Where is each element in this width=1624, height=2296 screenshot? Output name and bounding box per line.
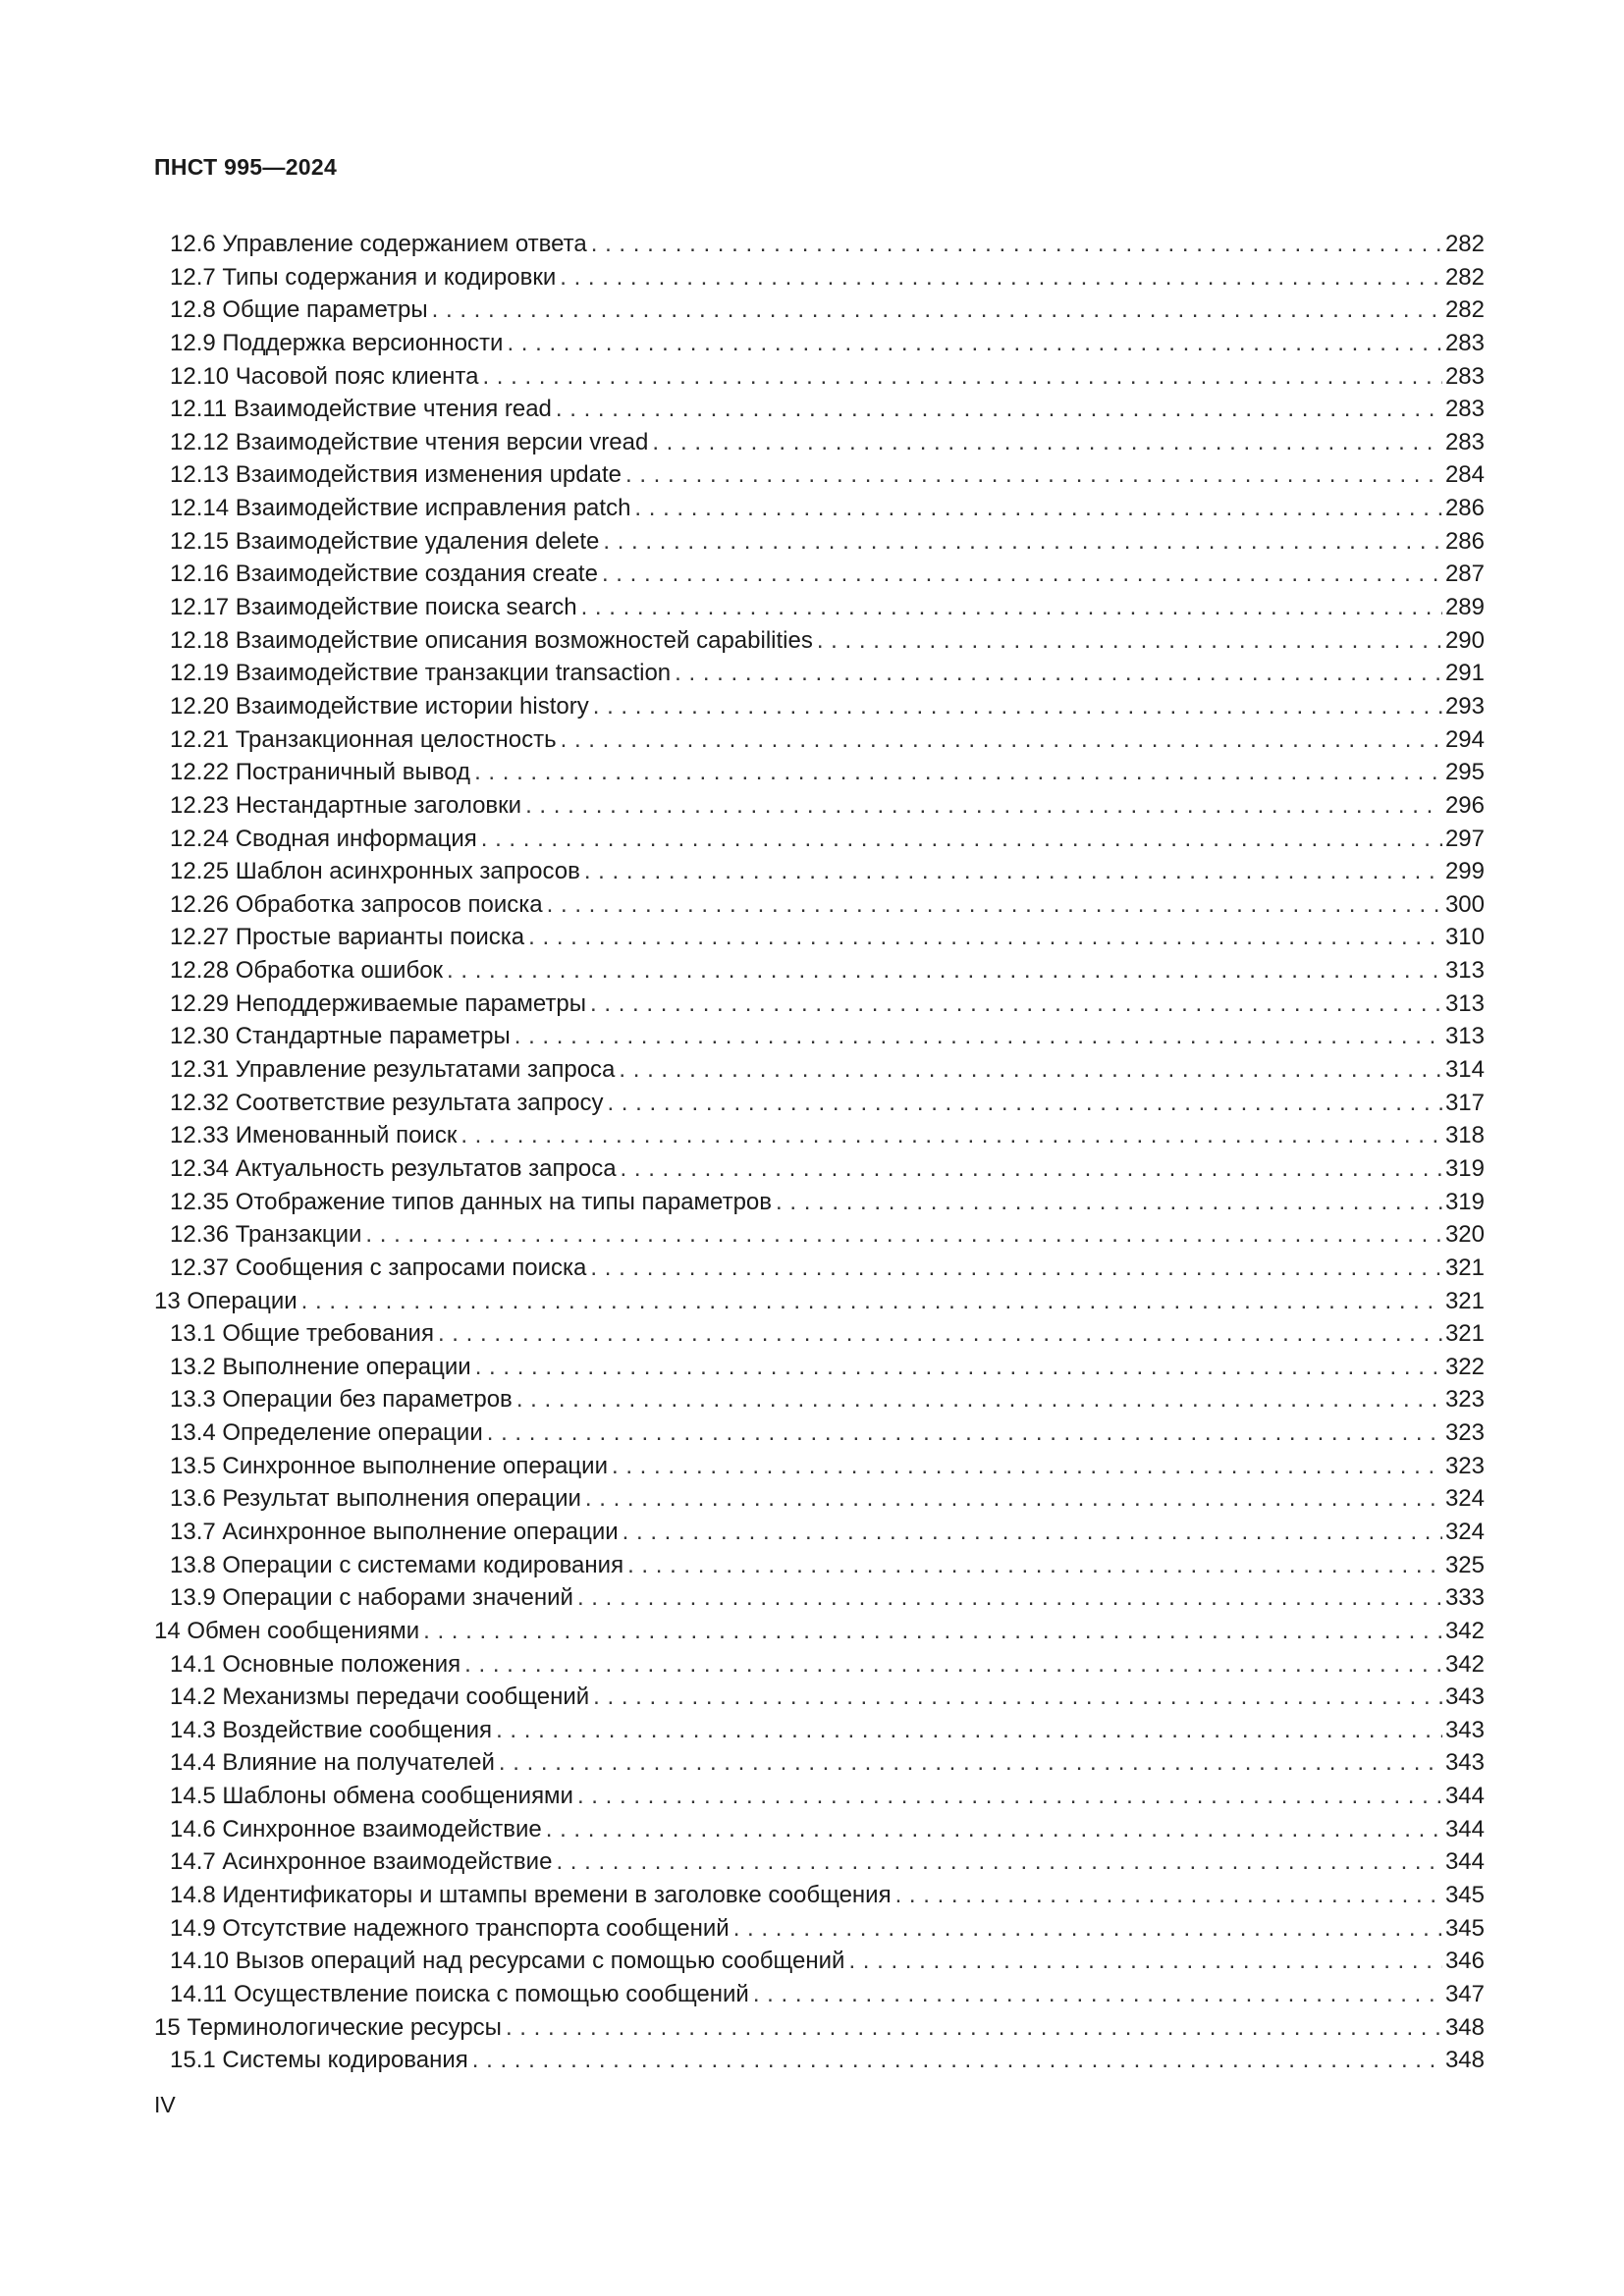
toc-entry[interactable] — [154, 1252, 1485, 1285]
toc-entry-page: 348 — [1444, 2047, 1485, 2074]
toc-dot-leader — [776, 1186, 1442, 1219]
toc-entry-page: 313 — [1444, 989, 1485, 1017]
toc-dot-leader — [365, 1218, 1442, 1252]
toc-entry-title: 12.31 Управление результатами запроса — [170, 1056, 616, 1084]
toc-entry[interactable] — [154, 789, 1485, 823]
toc-entry[interactable] — [154, 1053, 1485, 1087]
toc-entry-page: 282 — [1444, 231, 1485, 257]
toc-entry-page: 321 — [1444, 1320, 1485, 1348]
toc-entry-title: 12.16 Взаимодействие создания create — [170, 561, 598, 588]
toc-dot-leader — [487, 1416, 1442, 1450]
toc-dot-leader — [556, 393, 1442, 426]
toc-entry[interactable] — [154, 558, 1485, 591]
toc-dot-leader — [561, 723, 1442, 757]
toc-entry[interactable] — [154, 458, 1485, 492]
toc-entry-page: 324 — [1444, 1485, 1485, 1513]
toc-entry[interactable] — [154, 1581, 1485, 1615]
page-number: IV — [154, 2092, 176, 2117]
toc-entry-title: 12.7 Типы содержания и кодировки — [170, 263, 557, 291]
toc-entry-title: 14.9 Отсутствие надежного транспорта сообщений — [170, 1914, 730, 1942]
toc-entry[interactable] — [154, 1549, 1485, 1582]
toc-entry-title: 12.26 Обработка запросов поиска — [170, 890, 543, 918]
toc-entry-page: 310 — [1444, 924, 1485, 951]
toc-dot-leader — [895, 1879, 1442, 1912]
toc-entry-title: 12.32 Соответствие результата запросу — [170, 1089, 604, 1116]
toc-entry-page: 313 — [1444, 1023, 1485, 1050]
toc-entry-title: 12.36 Транзакции — [170, 1221, 362, 1249]
toc-dot-leader — [423, 1615, 1442, 1648]
toc-dot-leader — [460, 1119, 1442, 1152]
toc-entry-title: 12.10 Часовой пояс клиента — [170, 362, 479, 390]
toc-entry-page: 283 — [1444, 428, 1485, 455]
toc-dot-leader — [482, 360, 1442, 394]
toc-entry[interactable] — [154, 1218, 1485, 1252]
toc-dot-leader — [634, 492, 1442, 525]
toc-entry-title: 13.4 Определение операции — [170, 1419, 483, 1447]
toc-entry-title: 13.7 Асинхронное выполнение операции — [170, 1518, 619, 1545]
toc-dot-leader — [619, 1053, 1442, 1087]
toc-entry-title: 14.1 Основные положения — [170, 1650, 461, 1678]
toc-dot-leader — [301, 1285, 1442, 1318]
toc-entry-page: 287 — [1444, 561, 1485, 588]
toc-entry[interactable] — [154, 1780, 1485, 1813]
toc-dot-leader — [848, 1945, 1442, 1978]
toc-entry-title: 12.13 Взаимодействия изменения update — [170, 461, 622, 489]
toc-entry-page: 323 — [1444, 1386, 1485, 1414]
toc-entry-page: 343 — [1444, 1716, 1485, 1743]
toc-entry[interactable] — [154, 1383, 1485, 1416]
toc-dot-leader — [817, 624, 1442, 658]
toc-entry[interactable] — [154, 1516, 1485, 1549]
toc-dot-leader — [577, 1581, 1442, 1615]
toc-entry[interactable] — [154, 756, 1485, 789]
toc-entry-title: 12.12 Взаимодействие чтения версии vread — [170, 428, 649, 455]
toc-entry[interactable] — [154, 525, 1485, 559]
toc-entry-page: 299 — [1444, 858, 1485, 885]
toc-entry-page: 318 — [1444, 1122, 1485, 1149]
toc-entry[interactable] — [154, 1681, 1485, 1714]
toc-entry[interactable] — [154, 1945, 1485, 1978]
toc-entry-title: 14.7 Асинхронное взаимодействие — [170, 1848, 553, 1876]
toc-entry-page: 314 — [1444, 1056, 1485, 1084]
toc-entry[interactable] — [154, 1615, 1485, 1648]
toc-entry-title: 12.24 Сводная информация — [170, 825, 477, 852]
toc-entry-title: 12.27 Простые варианты поиска — [170, 924, 525, 951]
toc-entry-page: 296 — [1444, 791, 1485, 819]
toc-entry[interactable] — [154, 1845, 1485, 1879]
toc-entry-title: 12.11 Взаимодействие чтения read — [170, 396, 552, 423]
toc-entry[interactable] — [154, 294, 1485, 327]
toc-entry-title: 14 Обмен сообщениями — [154, 1617, 420, 1644]
toc-dot-leader — [496, 1714, 1442, 1747]
toc-entry-page: 321 — [1444, 1287, 1485, 1314]
toc-entry-title: 12.35 Отображение типов данных на типы параметров — [170, 1188, 773, 1215]
toc-entry-page: 293 — [1444, 692, 1485, 720]
toc-dot-leader — [475, 1351, 1442, 1384]
toc-entry-title: 12.37 Сообщения с запросами поиска — [170, 1254, 587, 1281]
toc-entry-page: 313 — [1444, 957, 1485, 985]
toc-entry[interactable] — [154, 393, 1485, 426]
toc-entry-title: 12.18 Взаимодействие описания возможностей capabilities — [170, 626, 813, 654]
toc-entry[interactable] — [154, 1087, 1485, 1120]
toc-entry-page: 345 — [1444, 1914, 1485, 1942]
toc-dot-leader — [514, 1020, 1442, 1053]
toc-entry-page: 289 — [1444, 594, 1485, 621]
toc-entry-title: 12.6 Управление содержанием ответа — [170, 231, 587, 257]
toc-dot-leader — [506, 2011, 1442, 2045]
toc-dot-leader — [581, 591, 1442, 624]
toc-entry[interactable] — [154, 954, 1485, 988]
toc-entry-page: 333 — [1444, 1584, 1485, 1612]
toc-entry[interactable] — [154, 327, 1485, 360]
toc-dot-leader — [556, 1845, 1442, 1879]
toc-entry[interactable] — [154, 1152, 1485, 1186]
toc-entry-title: 12.34 Актуальность результатов запроса — [170, 1154, 617, 1182]
toc-entry-title: 12.8 Общие параметры — [170, 296, 428, 324]
toc-dot-leader — [593, 690, 1442, 723]
toc-dot-leader — [547, 888, 1442, 922]
toc-entry-page: 283 — [1444, 362, 1485, 390]
toc-entry-page: 324 — [1444, 1518, 1485, 1545]
toc-entry-title: 14.5 Шаблоны обмена сообщениями — [170, 1783, 573, 1810]
toc-entry-page: 348 — [1444, 2013, 1485, 2041]
toc-entry[interactable] — [154, 492, 1485, 525]
toc-dot-leader — [438, 1317, 1442, 1351]
toc-entry-page: 282 — [1444, 296, 1485, 324]
toc-entry-title: 14.8 Идентификаторы и штампы времени в заголовке сообщения — [170, 1882, 892, 1909]
toc-entry[interactable] — [154, 1912, 1485, 1946]
toc-entry-title: 14.2 Механизмы передачи сообщений — [170, 1683, 590, 1711]
toc-entry-page: 283 — [1444, 396, 1485, 423]
toc-entry-title: 12.30 Стандартные параметры — [170, 1023, 511, 1050]
toc-entry[interactable] — [154, 988, 1485, 1021]
toc-entry[interactable] — [154, 360, 1485, 394]
toc-entry-page: 286 — [1444, 527, 1485, 555]
toc-entry[interactable] — [154, 591, 1485, 624]
toc-entry-title: 12.22 Постраничный вывод — [170, 759, 471, 786]
toc-entry-page: 342 — [1444, 1617, 1485, 1644]
toc-entry[interactable] — [154, 1317, 1485, 1351]
toc-entry[interactable] — [154, 1746, 1485, 1780]
toc-entry-page: 320 — [1444, 1221, 1485, 1249]
toc-entry-title: 15.1 Системы кодирования — [170, 2047, 468, 2074]
toc-dot-leader — [591, 228, 1442, 261]
toc-entry-title: 12.14 Взаимодействие исправления patch — [170, 495, 631, 522]
toc-dot-leader — [481, 823, 1442, 856]
toc-entry-page: 294 — [1444, 725, 1485, 753]
toc-dot-leader — [560, 261, 1442, 294]
toc-dot-leader — [675, 657, 1442, 690]
toc-entry[interactable] — [154, 1119, 1485, 1152]
toc-entry-title: 12.9 Поддержка версионности — [170, 329, 504, 356]
toc-entry-page: 325 — [1444, 1551, 1485, 1578]
toc-entry-title: 13 Операции — [154, 1287, 298, 1314]
toc-dot-leader — [603, 525, 1442, 559]
toc-entry-title: 13.9 Операции с наборами значений — [170, 1584, 573, 1612]
toc-dot-leader — [627, 1549, 1442, 1582]
toc-entry[interactable] — [154, 2044, 1485, 2077]
toc-entry-page: 290 — [1444, 626, 1485, 654]
toc-entry-title: 13.6 Результат выполнения операции — [170, 1485, 581, 1513]
toc-entry[interactable] — [154, 855, 1485, 888]
toc-entry-page: 346 — [1444, 1948, 1485, 1975]
toc-entry[interactable] — [154, 624, 1485, 658]
toc-dot-leader — [584, 855, 1442, 888]
toc-dot-leader — [528, 921, 1442, 954]
toc-dot-leader — [602, 558, 1442, 591]
toc-entry-page: 344 — [1444, 1783, 1485, 1810]
toc-entry[interactable] — [154, 426, 1485, 459]
toc-entry-title: 13.3 Операции без параметров — [170, 1386, 513, 1414]
toc-dot-leader — [507, 327, 1442, 360]
toc-entry[interactable] — [154, 1714, 1485, 1747]
toc-entry-title: 12.21 Транзакционная целостность — [170, 725, 557, 753]
toc-entry-title: 13.1 Общие требования — [170, 1320, 434, 1348]
toc-entry-title: 14.6 Синхронное взаимодействие — [170, 1815, 542, 1842]
toc-entry-title: 14.11 Осуществление поиска с помощью сообщений — [170, 1980, 749, 2007]
toc-dot-leader — [499, 1746, 1442, 1780]
toc-entry-page: 286 — [1444, 495, 1485, 522]
toc-entry-title: 13.2 Выполнение операции — [170, 1353, 471, 1380]
toc-dot-leader — [652, 426, 1442, 459]
toc-entry-title: 12.19 Взаимодействие транзакции transaction — [170, 660, 672, 687]
toc-entry-title: 13.5 Синхронное выполнение операции — [170, 1452, 608, 1479]
toc-dot-leader — [625, 458, 1442, 492]
toc-entry[interactable] — [154, 1879, 1485, 1912]
toc-entry[interactable] — [154, 690, 1485, 723]
toc-dot-leader — [733, 1912, 1442, 1946]
toc-entry-title: 14.10 Вызов операций над ресурсами с помощью сообщений — [170, 1948, 845, 1975]
toc-entry-page: 344 — [1444, 1815, 1485, 1842]
toc-dot-leader — [753, 1978, 1442, 2011]
toc-entry-page: 323 — [1444, 1452, 1485, 1479]
toc-entry-title: 15 Терминологические ресурсы — [154, 2013, 502, 2041]
toc-entry-page: 319 — [1444, 1188, 1485, 1215]
toc-entry-title: 12.25 Шаблон асинхронных запросов — [170, 858, 580, 885]
toc-entry-title: 12.20 Взаимодействие истории history — [170, 692, 589, 720]
toc-entry[interactable] — [154, 657, 1485, 690]
toc-entry[interactable] — [154, 261, 1485, 294]
toc-dot-leader — [525, 789, 1442, 823]
toc-entry-page: 291 — [1444, 660, 1485, 687]
toc-entry-page: 343 — [1444, 1683, 1485, 1711]
toc-dot-leader — [590, 988, 1442, 1021]
toc-dot-leader — [474, 756, 1442, 789]
toc-entry-page: 295 — [1444, 759, 1485, 786]
toc-entry-page: 283 — [1444, 329, 1485, 356]
toc-entry-page: 282 — [1444, 263, 1485, 291]
toc-entry-page: 344 — [1444, 1848, 1485, 1876]
toc-entry-title: 12.29 Неподдерживаемые параметры — [170, 989, 587, 1017]
toc-entry[interactable] — [154, 1285, 1485, 1318]
toc-entry-page: 322 — [1444, 1353, 1485, 1380]
toc-entry-page: 323 — [1444, 1419, 1485, 1447]
toc-entry-title: 14.4 Влияние на получателей — [170, 1749, 495, 1777]
toc-entry-title: 12.17 Взаимодействие поиска search — [170, 594, 577, 621]
toc-entry-page: 317 — [1444, 1089, 1485, 1116]
toc-dot-leader — [464, 1648, 1442, 1682]
toc-entry-title: 12.23 Нестандартные заголовки — [170, 791, 522, 819]
toc-entry-page: 345 — [1444, 1882, 1485, 1909]
toc-dot-leader — [590, 1252, 1442, 1285]
toc-dot-leader — [623, 1516, 1442, 1549]
toc-dot-leader — [432, 294, 1442, 327]
toc-dot-leader — [472, 2044, 1442, 2077]
toc-entry[interactable] — [154, 1813, 1485, 1846]
toc-entry[interactable] — [154, 1450, 1485, 1483]
toc-entry-page: 284 — [1444, 461, 1485, 489]
toc-entry[interactable] — [154, 1351, 1485, 1384]
document-code-header: ПНСТ 995—2024 — [154, 154, 338, 180]
toc-entry[interactable] — [154, 1416, 1485, 1450]
toc-entry[interactable] — [154, 921, 1485, 954]
toc-entry[interactable] — [154, 1978, 1485, 2011]
toc-entry-page: 300 — [1444, 890, 1485, 918]
toc-entry-page: 297 — [1444, 825, 1485, 852]
toc-entry-title: 14.3 Воздействие сообщения — [170, 1716, 493, 1743]
toc-entry-page: 319 — [1444, 1154, 1485, 1182]
toc-entry[interactable] — [154, 1648, 1485, 1682]
toc-entry-title: 12.33 Именованный поиск — [170, 1122, 458, 1149]
toc-dot-leader — [621, 1152, 1442, 1186]
toc-entry[interactable] — [154, 1186, 1485, 1219]
toc-entry[interactable] — [154, 723, 1485, 757]
toc-dot-leader — [577, 1780, 1442, 1813]
toc-dot-leader — [585, 1482, 1442, 1516]
toc-dot-leader — [546, 1813, 1442, 1846]
toc-entry-title: 12.28 Обработка ошибок — [170, 957, 444, 985]
table-of-contents — [154, 228, 1485, 2077]
toc-entry[interactable] — [154, 888, 1485, 922]
toc-entry-page: 347 — [1444, 1980, 1485, 2007]
toc-dot-leader — [447, 954, 1442, 988]
toc-dot-leader — [607, 1087, 1441, 1120]
toc-entry[interactable] — [154, 228, 1485, 261]
toc-entry-title: 12.15 Взаимодействие удаления delete — [170, 527, 600, 555]
toc-entry[interactable] — [154, 1020, 1485, 1053]
toc-entry[interactable] — [154, 2011, 1485, 2045]
toc-dot-leader — [593, 1681, 1442, 1714]
toc-entry-page: 321 — [1444, 1254, 1485, 1281]
toc-entry[interactable] — [154, 1482, 1485, 1516]
toc-entry-title: 13.8 Операции с системами кодирования — [170, 1551, 624, 1578]
toc-dot-leader — [516, 1383, 1442, 1416]
toc-entry[interactable] — [154, 823, 1485, 856]
toc-entry-page: 342 — [1444, 1650, 1485, 1678]
toc-dot-leader — [612, 1450, 1442, 1483]
toc-entry-page: 343 — [1444, 1749, 1485, 1777]
